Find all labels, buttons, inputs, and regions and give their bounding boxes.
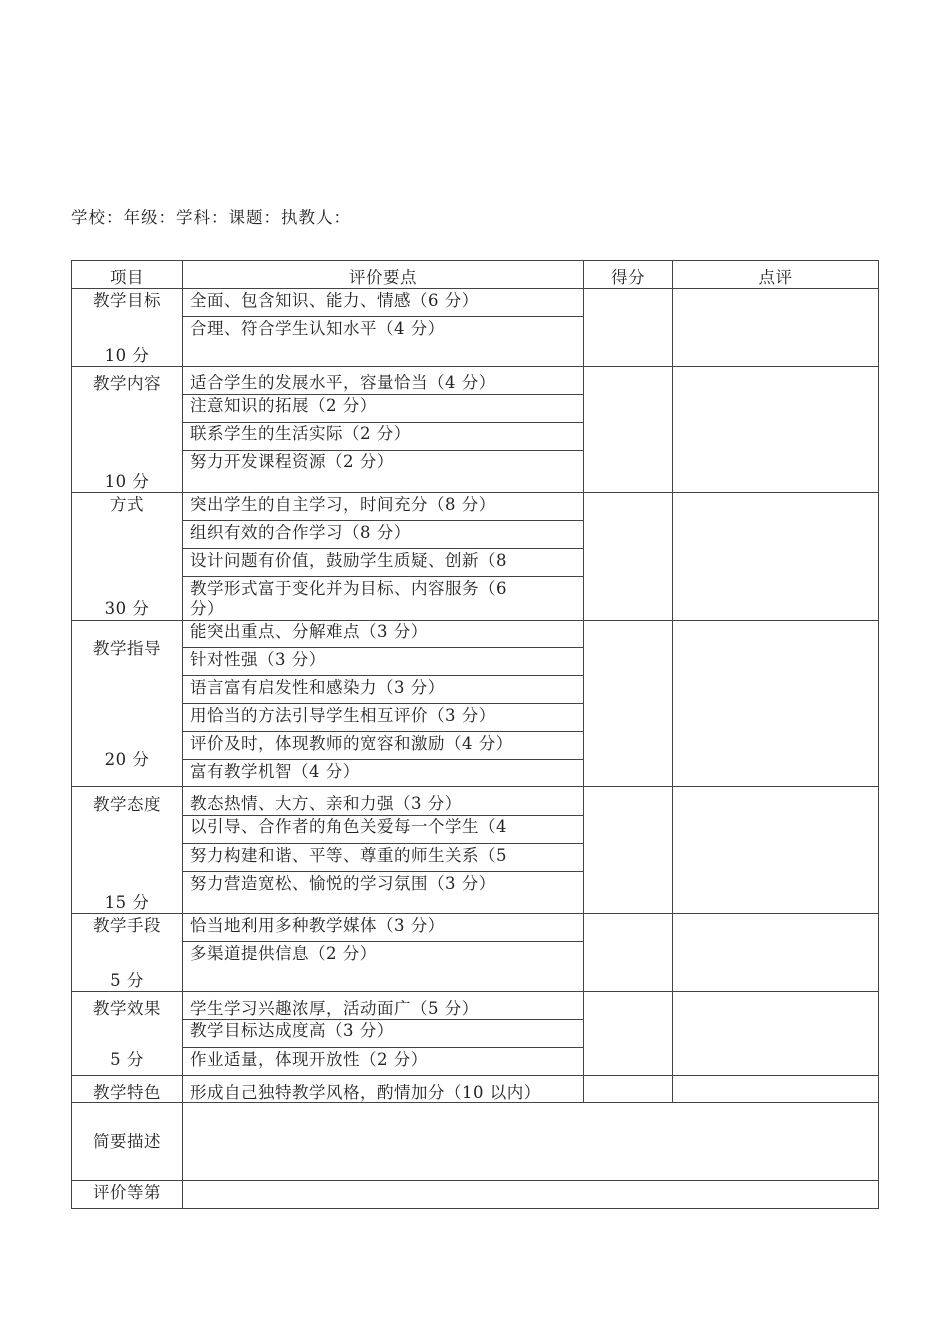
criteria-item: 富有教学机智（4 分） <box>190 762 360 781</box>
criteria-item: 组织有效的合作学习（8 分） <box>190 523 411 542</box>
section-points: 15 分 <box>104 893 150 912</box>
section-name: 教学手段 <box>93 916 161 935</box>
criteria-item: 学生学习兴趣浓厚，活动面广（5 分） <box>190 999 479 1018</box>
section-points: 5 分 <box>110 971 144 990</box>
section-points: 5 分 <box>110 1050 144 1069</box>
criteria-item: 教态热情、大方、亲和力强（3 分） <box>190 794 462 813</box>
criteria-item: 努力构建和谐、平等、尊重的师生关系（5 <box>190 846 507 865</box>
section-name: 方式 <box>110 495 144 514</box>
form-header: 学校：年级：学科：课题：执教人： <box>71 208 351 227</box>
criteria-item: 合理、符合学生认知水平（4 分） <box>190 319 445 338</box>
criteria-item: 适合学生的发展水平，容量恰当（4 分） <box>190 373 496 392</box>
criteria-item: 努力开发课程资源（2 分） <box>190 452 394 471</box>
section-points: 10 分 <box>104 472 150 491</box>
column-header-criteria: 评价要点 <box>349 268 417 287</box>
criteria-item-continuation: 分） <box>190 599 224 618</box>
criteria-item: 语言富有启发性和感染力（3 分） <box>190 678 445 697</box>
grade-label: 评价等第 <box>93 1183 161 1202</box>
column-header-item: 项目 <box>110 268 144 287</box>
criteria-item: 针对性强（3 分） <box>190 650 326 669</box>
criteria-item: 突出学生的自主学习，时间充分（8 分） <box>190 495 496 514</box>
criteria-item: 形成自己独特教学风格，酌情加分（10 以内） <box>190 1083 541 1102</box>
criteria-item: 恰当地利用多种教学媒体（3 分） <box>190 916 445 935</box>
section-name: 教学目标 <box>93 291 161 310</box>
section-name: 教学态度 <box>93 795 161 814</box>
criteria-item: 以引导、合作者的角色关爱每一个学生（4 <box>190 817 507 836</box>
column-header-comment: 点评 <box>758 268 793 287</box>
section-points: 10 分 <box>104 346 150 365</box>
section-name: 教学特色 <box>93 1083 161 1102</box>
section-name: 教学指导 <box>93 639 161 658</box>
criteria-item: 努力营造宽松、愉悦的学习氛围（3 分） <box>190 874 496 893</box>
criteria-item: 用恰当的方法引导学生相互评价（3 分） <box>190 706 496 725</box>
criteria-item: 联系学生的生活实际（2 分） <box>190 424 411 443</box>
section-name: 教学内容 <box>93 374 161 393</box>
summary-label: 简要描述 <box>93 1132 161 1151</box>
criteria-item: 能突出重点、分解难点（3 分） <box>190 622 428 641</box>
section-points: 30 分 <box>104 599 150 618</box>
criteria-item: 教学目标达成度高（3 分） <box>190 1021 394 1040</box>
section-points: 20 分 <box>104 750 150 769</box>
criteria-item: 设计问题有价值，鼓励学生质疑、创新（8 <box>190 551 507 570</box>
section-name: 教学效果 <box>93 999 161 1018</box>
criteria-item: 教学形式富于变化并为目标、内容服务（6 <box>190 579 507 598</box>
criteria-item: 注意知识的拓展（2 分） <box>190 396 377 415</box>
criteria-item: 多渠道提供信息（2 分） <box>190 944 377 963</box>
criteria-item: 评价及时，体现教师的宽容和激励（4 分） <box>190 734 513 753</box>
criteria-item: 全面、包含知识、能力、情感（6 分） <box>190 291 479 310</box>
column-header-score: 得分 <box>611 268 645 287</box>
criteria-item: 作业适量，体现开放性（2 分） <box>190 1050 428 1069</box>
